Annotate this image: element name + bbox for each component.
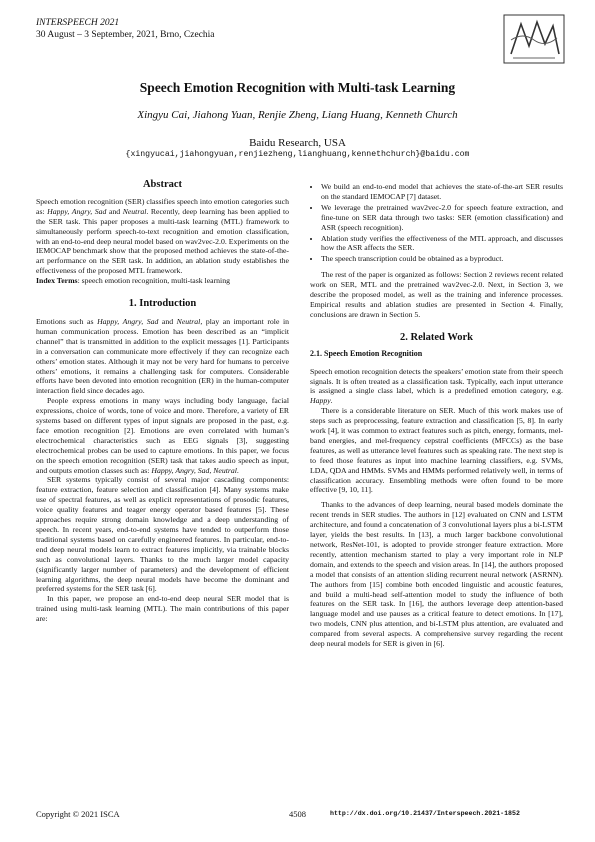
list-item: • We leverage the pretrained wav2vec-2.0 for speech feature extraction, and fine-tune on SER data through two tasks: SER (emotion classification) and ASR (speech recognition). [321, 203, 563, 233]
list-item: • The speech transcription could be obtained as a byproduct. [321, 254, 563, 264]
paper-authors: Xingyu Cai, Jiahong Yuan, Renjie Zheng, Liang Huang, Kenneth Church [137, 109, 458, 121]
abstract-heading: Abstract [142, 179, 183, 190]
left-column [36, 180, 289, 624]
intro-paragraph-2: People express emotions in many ways including body language, facial expressions, choice of words, tone of voice and more. Therefore, a variety of ER systems based on different types of input signals are proposed in the past, e.g. face emotion recognition [2]. Emotions are even correlated with human’s electrochemical characteristics such as EEG signals [3], suggesting electrochemical probes can be used to capture emotions. In this paper, we focus on the speech emotion recognition (SER) task that takes audio speech as input, and outputs emotion classes such as: Happy, Angry, Sad, Neutral. [36, 396, 289, 475]
contributions-list [310, 182, 563, 264]
intro-paragraph-4: In this paper, we propose an end-to-end deep neural SER model that is trained using multi-task learning (MTL). The main contributions of this paper are: [36, 594, 289, 624]
intro-paragraph-1: Emotions such as Happy, Angry, Sad and Neutral, play an important role in human communication process. Emotion has been described as an “implicit channel” that is transmitted in addition to the explicit messages [1]. Participants in a conversation can communicate more effectively if they can recognize each others’ emotion states. Although it may not be very hard for humans to perceive others’ emotions, it remains a challenging task for computers. Considerable efforts have been devoted into emotion recognition (ER) in the human-computer interaction field since decades ago. [36, 316, 289, 396]
list-item: • Ablation study verifies the effectiveness of the MTL approach, and discusses how the ASR affects the SER. [321, 234, 563, 254]
organization-paragraph: The rest of the paper is organized as follows: Section 2 reviews recent related work on SER, MTL and the pretrained wav2vec-2.0. Next, in Section 3, we describe the proposed model, as well as the training and inference processes. Empirical results and ablation studies are presented in Section 4. Finally, conclusions are drawn in Section 5. [310, 270, 563, 319]
related-paragraph-3: Thanks to the advances of deep learning, neural based models dominate the recent trends in SER studies. The authors in [12] evaluated on CNN and LSTM architecture, and found a concatenation of 3 convolutional layers plus a bi-LSTM layer, yields the best results. In [13], a much larger backbone convolutional network, ResNet-101, is adopted to provide stronger feature extraction. More recently, attention mechanism started to play a very important role in NLP domain, and extends to the speech and vision areas. In [14], the authors proposed a model that consists of an attention sliding recurrent neural network (ASRNN). The authors from [15] combine both encoded linguistic and acoustic features, and build a multi-head self-attention model to study the influence of both features on the SER task. In [16], the authors leverage deep attention-based language model and use pauses as a critical feature to detect emotions. In [17], two models, CNN plus attention, and bi-LSTM plus attention, are evaluated and compared from several aspects. A comprehensive survey regarding the recent deep neural models for SER is given in [6]. [310, 500, 563, 649]
index-terms: Index Terms: speech emotion recognition, multi-task learning [36, 276, 230, 286]
right-column [310, 182, 563, 649]
abstract-text: Speech emotion recognition (SER) classifies speech into emotion categories such as: Happy, Angry, Sad and Neutral. Recently, deep learning has been applied to the SER task. This paper proposes a multi-task learning (MTL) framework to simultaneously perform speech-to-text recognition and emotion classification, with an end-to-end deep neural model based on wav2vec-2.0. Experiments on the IEMOCAP benchmark show that the proposed method achieves the state-of-the-art performance on the SER task. In addition, an ablation study establishes the effectiveness of the proposed MTL framework. [36, 196, 289, 276]
ser-subheading: 2.1. Speech Emotion Recognition [310, 348, 423, 358]
related-work-heading: 2. Related Work [399, 331, 473, 343]
related-paragraph-2: There is a considerable literature on SER. Much of this work makes use of steps such as preprocessing, feature extraction and classification [5, 8]. In early work [4], it was common to extract features such as pitch, energy, formants, mel-band energies, and mel-frequency cepstral coefficients (MFCCs) as the base features, as well as utterance level features such as speaking rate. The next step is to feed those features as input into machine learning classifiers, e.g. SVMs, LDA, QDA and HMMs. SVMs and HMMs performed relatively well, in terms of classification accuracy. Ensembling methods were often found to be more effective [9, 10, 11]. [310, 406, 563, 495]
paper-emails: {xingyucai,jiahongyuan,renjiezheng,lianghuang,kennethchurch}@baidu.com [125, 150, 470, 159]
interspeech-logo-icon [503, 14, 565, 64]
conference-name: INTERSPEECH 2021 [36, 18, 120, 28]
page-number: 4508 [289, 809, 306, 819]
list-item: • We build an end-to-end model that achieves the state-of-the-art SER results on the standard IEMOCAP [7] dataset. [321, 182, 563, 202]
introduction-heading: 1. Introduction [128, 298, 197, 310]
intro-paragraph-3: SER systems typically consist of several major cascading components: feature extraction, feature selection and classification [4]. Many systems make use of spectral features, as well as explicit representations of prosodic features, voice quality features and teager energy operator based features [5]. These approaches require strong domain knowledge and a deep understanding of speech. In recent years, end-to-end systems have tended to outperform those traditional systems based on carefully engineered features. In particular, end-to-end deep neural models learn to extract features implicitly, via trainable blocks such as convolutional layers. Thanks to the much larger model capacity (significantly larger number of parameters) and the development of efficient learning algorithms, the deep neural models have become the dominant and preferred systems for the SER task [6]. [36, 475, 289, 594]
copyright-footer: Copyright © 2021 ISCA [36, 809, 120, 819]
paper-title: Speech Emotion Recognition with Multi-task Learning [139, 80, 456, 95]
doi-link[interactable]: http://dx.doi.org/10.21437/Interspeech.2021-1852 [330, 810, 520, 817]
conference-header [36, 17, 215, 41]
conference-dates: 30 August – 3 September, 2021, Brno, Czechia [36, 30, 215, 40]
paper-affiliation: Baidu Research, USA [249, 137, 346, 149]
related-paragraph-1: Speech emotion recognition detects the speakers’ emotion state from their speech signals. It is often treated as a classification task. Typically, each input utterance is assigned a single class label, which is a predefined emotion category, e.g. Happy. [310, 366, 563, 406]
